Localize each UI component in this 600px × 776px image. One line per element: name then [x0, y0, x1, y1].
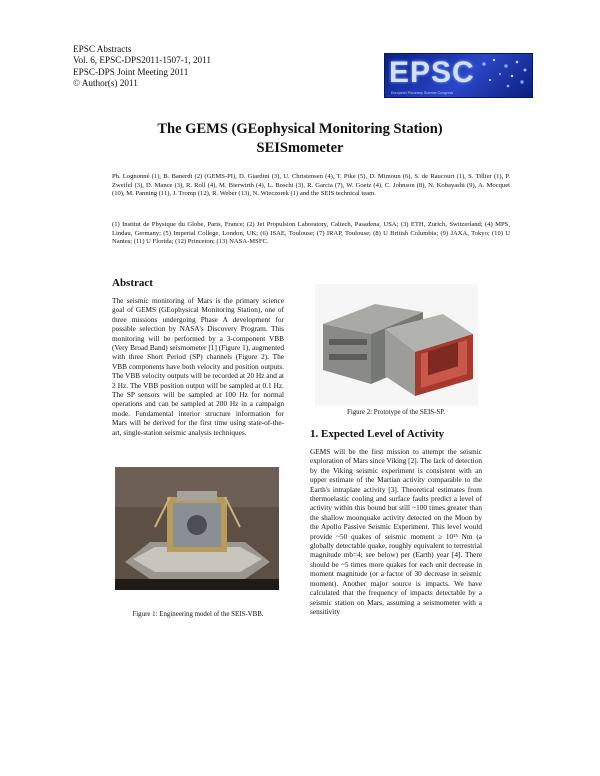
header-volume: Vol. 6, EPSC-DPS2011-1507-1, 2011 — [73, 55, 211, 66]
publication-header — [73, 44, 211, 90]
figure-2-image — [315, 284, 478, 406]
header-meeting: EPSC-DPS Joint Meeting 2011 — [73, 66, 189, 77]
title-line-1: The GEMS (GEophysical Monitoring Station) — [157, 121, 443, 137]
logo-subtitle: European Planetary Science Congress — [391, 91, 453, 95]
paper-title — [0, 120, 600, 158]
header-copyright: © Author(s) 2011 — [73, 78, 138, 89]
title-line-2: SEISmometer — [256, 140, 344, 156]
header-journal: EPSC Abstracts — [73, 44, 132, 54]
section-1-heading: 1. Expected Level of Activity — [310, 428, 445, 440]
section-1-body: GEMS will be the first mission to attempt the seismic exploration of Mars since Viking [2]. The lack of detection by the Viking seismic experiment is consistent with an upper estimate of the Martian activity comparable to the Earth's intraplate activity [3]. Theoretical estimates from thermoelastic cooling and surface faults predict a level of activity within this bound but still ~100 times greater than the shallow moonquake activity detected on the Moon by the Apollo Passive Seismic Experiment. This level would provide ~50 quakes of seismic moment ≥ 10¹⁵ Nm (a globally detectable quake, roughly equivalent to terrestrial magnitude mb=4; see below) per (Earth) year [4]. There should be ~5 times more quakes for each unit decrease in moment magnitude (or a factor of 30 decrease in seismic moment). Another major source is impacts. We have calculated that the frequency of impacts detectable by a seismic station on Mars, assuming a seismometer with a sensitivity — [310, 447, 482, 616]
epsc-logo — [384, 53, 533, 98]
logo-text: EPSC — [389, 56, 475, 89]
logo-stars-graphic — [472, 54, 532, 97]
figure-2-caption: Figure 2: Prototype of the SEIS-SP. — [346, 409, 445, 416]
abstract-heading: Abstract — [112, 277, 153, 289]
author-list: Ph. Lognonné (1), B. Banerdt (2) (GEMS-PI), D. Giardini (3), U. Christensen (4), T. Pike (5), D. Mimoun (6), S. de Raucourt (1), S. Tillier (1), P. Zweifel (3), D. Mance (3), R. Roll (4), M. Bierwirth (4), L. Boschi (3), R. Garcia (7), W. Goetz (4), C. Johnson (8), N. Kobayashi (9), A. Mocquet (10), M. Panning (11), J. Tromp (12), R. Weber (13), N. Wieczorek (1) and the SEIS technical team. — [112, 173, 510, 197]
abstract-body: The seismic monitoring of Mars is the primary science goal of GEMS (GEophysical Monitoring Station), one of three missions undergoing Phase A development for possible selection by NASA's Discovery Program. This monitoring will be performed by a 3-component VBB (Very Broad Band) seismometer [1] (Figure 1), augmented with three Short Period (SP) channels (Figure 2). The VBB components have both velocity and position outputs. The VBB velocity outputs will be recorded at 20 Hz and at 2 Hz. The VBB position output will be sampled at 0.1 Hz. The SP sensors will be sampled at 100 Hz for normal operations and can be sampled at 200 Hz in a campaign mode. Fundamental interior structure information for Mars will be derived for the first time using state-of-the-art, single-station seismic analysis techniques. — [112, 296, 284, 437]
seis-sp-photo — [315, 284, 478, 406]
figure-1-image — [115, 467, 279, 590]
seis-vbb-photo — [115, 467, 279, 590]
figure-1-caption: Figure 1: Engineering model of the SEIS-VBB. — [132, 611, 264, 618]
affiliation-list: (1) Institut de Physique du Globe, Paris, France; (2) Jet Propulsion Laboratory, Caltech, Pasadena, USA; (3) ETH, Zurich, Switzerland; (4) MPS, Lindau, Germany; (5) Imperial College, London, UK; (6) ISAE, Toulouse; (7) IRAP, Toulouse; (8) U British Columbia; (9) JAXA, Tokyo; (10) U Nantes; (11) U Florida; (12) Princeton; (13) NASA-MSFC. — [112, 221, 510, 245]
